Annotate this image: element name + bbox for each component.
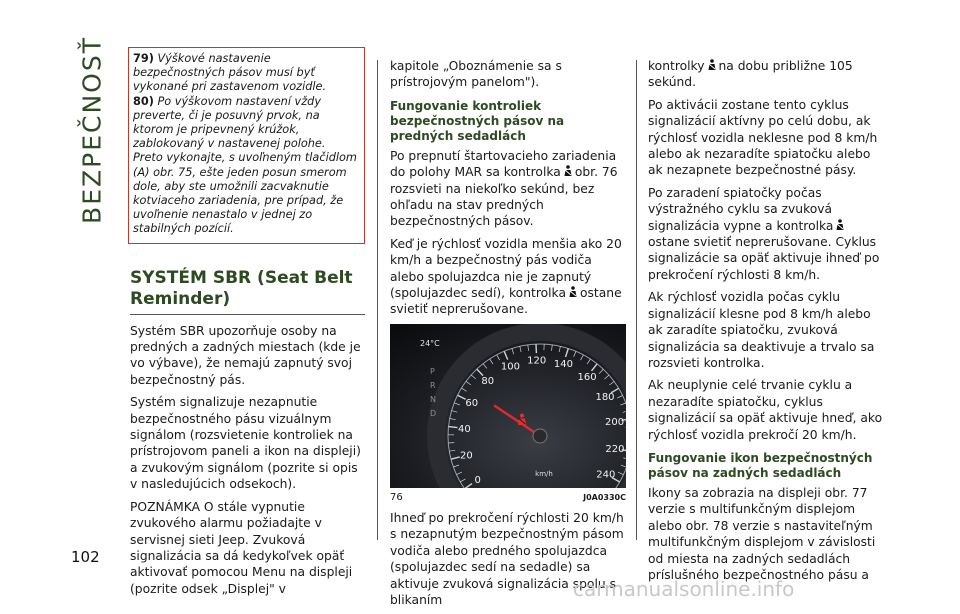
speed-label: 60 — [465, 398, 478, 409]
speed-label: 100 — [501, 361, 520, 372]
paragraph: Po prepnutí štartovacieho zariadenia do polohy MAR sa kontrolka obr. 76 rozsvieti na niekoľko sekúnd, bez ohľadu na stav predných bezpečnostných pásov. — [390, 148, 626, 230]
column-1 — [130, 47, 365, 603]
seatbelt-warning-icon — [563, 165, 573, 177]
column-2 — [390, 58, 626, 614]
needle-hub — [533, 429, 547, 443]
seatbelt-warning-icon — [835, 219, 845, 231]
seatbelt-warning-icon — [707, 59, 717, 71]
paragraph: kontrolky na dobu približne 105 sekúnd. — [648, 58, 888, 91]
gear-letter: N — [430, 395, 436, 404]
speed-label: 220 — [605, 444, 624, 455]
temperature-readout: 24°C — [420, 339, 440, 348]
column-divider-2 — [636, 60, 637, 540]
paragraph: Systém SBR upozorňuje osoby na predných a zadných miestach (kde je vo výbave), že nemajú zapnutý svoj bezpečnostný pás. — [130, 323, 365, 389]
paragraph: Ikony sa zobrazia na displeji obr. 77 verzie s multifunkčným displejom alebo obr. 78 verzie s nastaviteľným multifunkčným displejom v závislosti od miesta na zadných sedadlách príslušného bezpečnostného pásu a — [648, 485, 888, 583]
column-divider-1 — [377, 60, 378, 540]
paragraph: Keď je rýchlosť vozidla menšia ako 20 km/h a bezpečnostný pás vodiča alebo spolujazdca nie je zapnutý (spolujazdec sedí), kontrolka ostane svietiť neprerušovane. — [390, 236, 626, 318]
speed-unit: km/h — [535, 470, 553, 478]
speed-label: 80 — [481, 376, 494, 387]
speed-label: 160 — [578, 372, 597, 383]
paragraph: POZNÁMKA O stále vypnutie zvukového alarmu požiadajte v servisnej sieti Jeep. Zvuková signalizácia sa dá kedykoľvek opäť aktivovať pomocou Menu na displeji (pozrite odsek „Displej" v — [130, 499, 365, 597]
speedometer-figure — [390, 324, 626, 488]
note-80: 80) Po výškovom nastavení vždy preverte, či je posuvný prvok, na ktorom je pripevnený krúžok, zablokovaný v nastavenej polohe. Preto vykonajte, s uvoľneným tlačidlom (A) obr. 75, ešte jeden posun smerom dole, aby ste umožnili zacvaknutie kotviaceho zariadenia, pre prípad, že uvoľnenie nenastalo v jednej zo stabilných pozícií. — [133, 95, 358, 237]
paragraph: Po zaradení spiatočky počas výstražného cyklu sa zvuková signalizácia vypne a kontrolkaostane svietiť neprerušovane. Cyklus signalizácie sa opäť aktivuje ihneď po prekročení rýchlosti 8 km/h. — [648, 185, 888, 283]
gauge-tick — [449, 426, 458, 427]
paragraph: Ihneď po prekročení rýchlosti 20 km/h s nezapnutým bezpečnostným pásom vodiča alebo predného spolujazdca (spolujazdec sedí na sedadle) sa aktivuje zvuková signalizácia spolu s blikaním — [390, 510, 626, 608]
notes-box — [128, 47, 365, 244]
gear-letter: R — [430, 381, 436, 390]
speed-label: 0 — [475, 475, 481, 486]
paragraph: Ak rýchlosť vozidla počas cyklu signalizácií klesne pod 8 km/h alebo ak zaradíte spiatočku, zvuková signalizácia sa deaktivuje a trvalo sa rozsvieti kontrolka. — [648, 289, 888, 371]
speed-label: 20 — [460, 450, 473, 461]
paragraph: Ak neuplynie celé trvanie cyklu a nezaradíte spiatočku, cyklus signalizácií sa opäť aktivuje hneď, ako rýchlosť vozidla prekročí 20 km/h. — [648, 377, 888, 443]
speedometer-image — [390, 324, 626, 488]
figure-caption — [390, 492, 626, 504]
section-title: SYSTÉM SBR (Seat Belt Reminder) — [130, 268, 365, 315]
paragraph: Systém signalizuje nezapnutie bezpečnostného pásu vizuálnym signálom (rozsvietenie kontroliek na prístrojovom paneli a ikon na displeji) a zvukovým signálom (pozrite si opis v nasledujúcich odsekoch). — [130, 394, 365, 492]
paragraph: kapitole „Oboznámenie sa s prístrojovým panelom"). — [390, 58, 626, 91]
page-number: 102 — [71, 548, 100, 566]
watermark: carmanualsonline.info — [573, 577, 794, 601]
speed-label: 120 — [527, 355, 546, 366]
speed-label: 180 — [595, 392, 614, 403]
speed-label: 140 — [554, 359, 573, 370]
gear-letter: P — [430, 367, 435, 376]
subsection-title: Fungovanie kontroliek bezpečnostných pásov na predných sedadlách — [390, 99, 626, 144]
figure-code: J0A0330C — [583, 492, 626, 504]
note-79: 79) Výškové nastavenie bezpečnostných pásov musí byť vykonané pri zastavenom vozidle. — [133, 52, 358, 95]
subsection-title: Fungovanie ikon bezpečnostných pásov na zadných sedadlách — [648, 451, 888, 481]
column-3 — [648, 58, 888, 589]
speed-label: 240 — [596, 469, 615, 480]
figure-number: 76 — [390, 492, 403, 504]
section-header: BEZPEČNOSŤ — [72, 60, 112, 200]
gear-letter: D — [430, 409, 436, 418]
speed-label: 200 — [605, 417, 624, 428]
speed-label: 40 — [458, 424, 471, 435]
seatbelt-warning-icon — [568, 286, 578, 298]
paragraph: Po aktivácii zostane tento cyklus signalizácií aktívny po celú dobu, ak rýchlosť vozidla neklesne pod 8 km/h alebo ak nezaradíte spiatočku alebo ak nezapnete bezpečnostné pásy. — [648, 97, 888, 179]
